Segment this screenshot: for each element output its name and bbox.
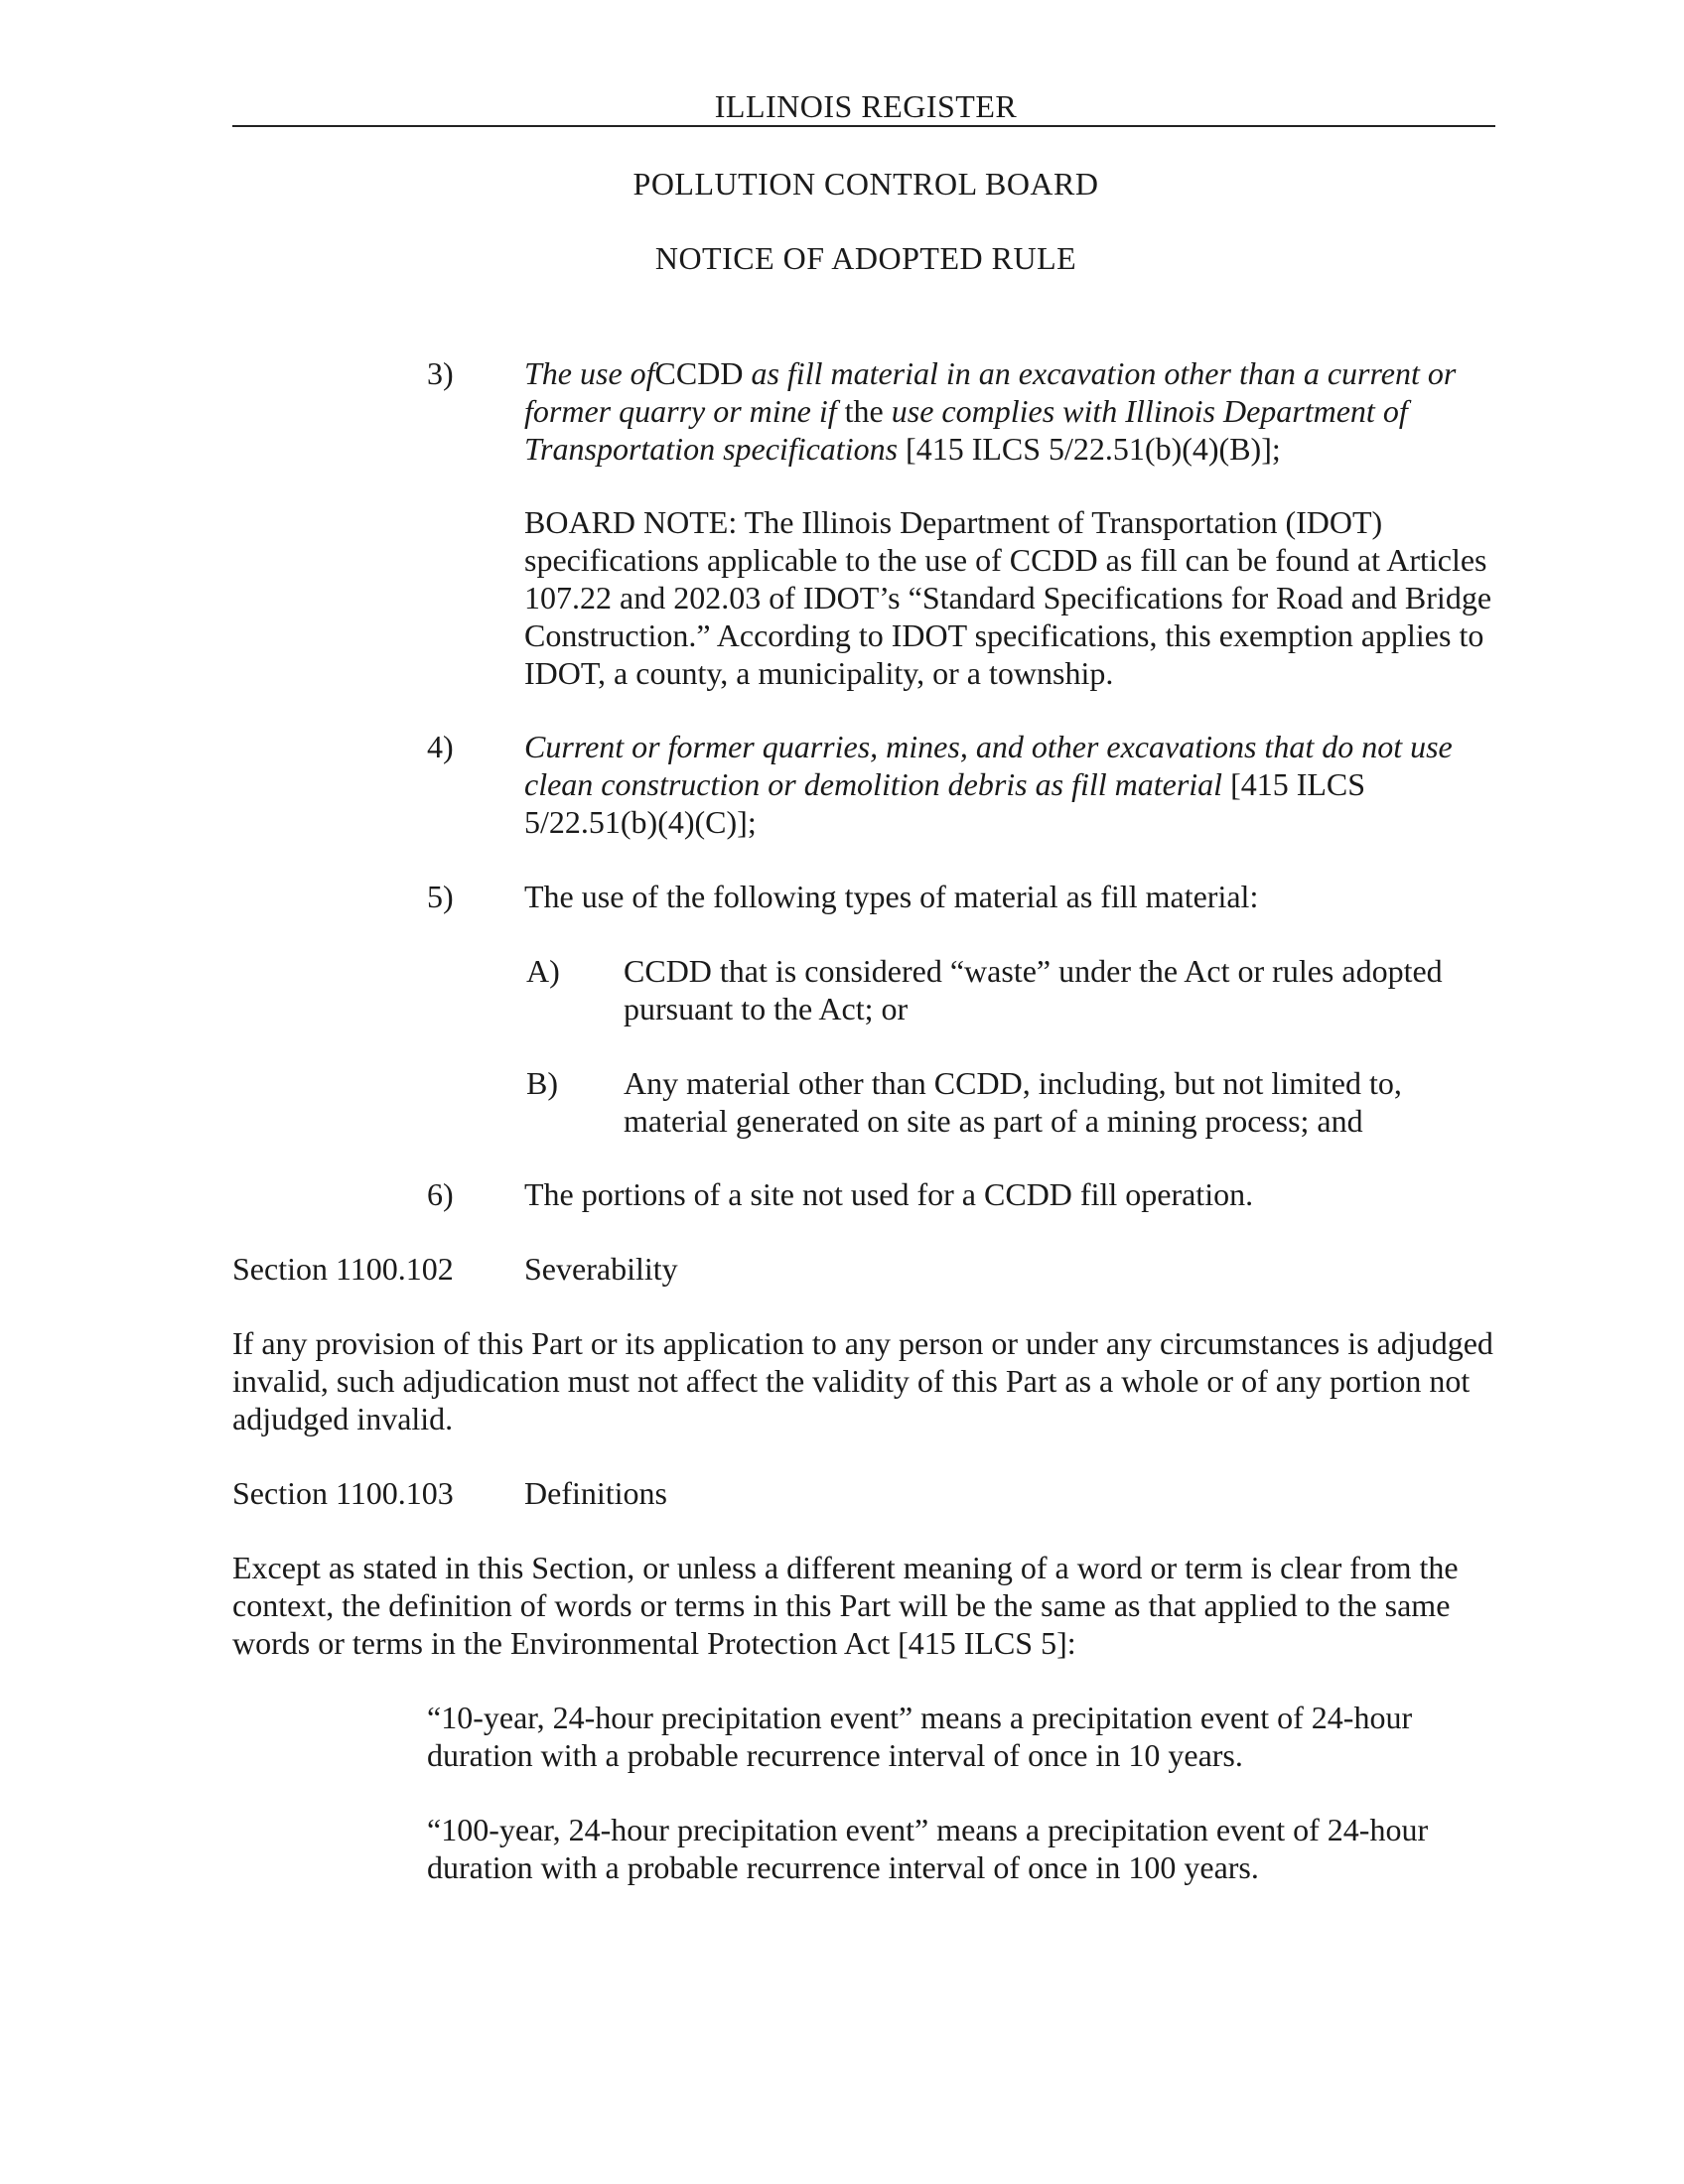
agency-name: POLLUTION CONTROL BOARD <box>632 166 1099 202</box>
item-5a-letter: A) <box>526 953 560 989</box>
definition-10-year: “10-year, 24-hour precipitation event” means a precipitation event of 24-hour duration with a probable recurrence interval of once in 10 years. <box>427 1700 1413 1773</box>
item-4-italic: Current or former quarries, mines, and other excavations that do not use clean construction or demolition debris as fill material <box>524 729 1453 802</box>
section-102-title: Severability <box>524 1251 678 1287</box>
item-4-number: 4) <box>427 729 454 764</box>
item-3-plain-a: CCDD <box>654 355 752 391</box>
item-3-text <box>524 354 1497 468</box>
item-3-citation: [415 ILCS 5/22.51(b)(4)(B)]; <box>898 431 1281 467</box>
item-5b-letter: B) <box>526 1065 558 1101</box>
item-5-number: 5) <box>427 879 454 914</box>
section-102-number: Section 1100.102 <box>232 1251 454 1287</box>
item-6-text: The portions of a site not used for a CCDD fill operation. <box>524 1176 1254 1212</box>
item-3-number: 3) <box>427 355 454 391</box>
register-title: ILLINOIS REGISTER <box>714 88 1018 124</box>
section-103-title: Definitions <box>524 1475 667 1511</box>
item-3-plain-b: the <box>836 393 892 429</box>
section-103-body: Except as stated in this Section, or unless a different meaning of a word or term is clear from the context, the definition of words or terms in this Part will be the same as that applied to the same words or terms in the Environmental Protection Act [415 ILCS 5]: <box>232 1550 1459 1661</box>
section-103-number: Section 1100.103 <box>232 1475 454 1511</box>
item-3-italic-c: use complies with Illinois Department of Transportation specifications <box>524 393 1408 467</box>
item-5b-text: Any material other than CCDD, including, but not limited to, material generated on site as part of a mining process; and <box>624 1065 1402 1139</box>
item-4-text <box>524 728 1468 841</box>
item-5-text: The use of the following types of material as fill material: <box>524 879 1259 914</box>
board-note: BOARD NOTE: The Illinois Department of Transportation (IDOT) specifications applicable to the use of CCDD as fill can be found at Articles 107.22 and 202.03 of IDOT’s “Standard Specifications for Road and Bridge Construction.” According to IDOT specifications, this exemption applies to IDOT, a county, a municipality, or a township. <box>524 504 1492 691</box>
item-5a-text: CCDD that is considered “waste” under the Act or rules adopted pursuant to the Act; or <box>624 953 1443 1026</box>
item-3-italic-a: The use of <box>524 355 655 391</box>
item-6-number: 6) <box>427 1176 454 1212</box>
item-4-citation: [415 ILCS 5/22.51(b)(4)(C)]; <box>524 766 1366 840</box>
definition-100-year: “100-year, 24-hour precipitation event” means a precipitation event of 24-hour duration with a probable recurrence interval of once in 100 years. <box>427 1812 1429 1885</box>
section-102-body: If any provision of this Part or its application to any person or under any circumstances is adjudged invalid, such adjudication must not affect the validity of this Part as a whole or of any portion not adjudged invalid. <box>232 1325 1493 1436</box>
header-rule <box>232 125 1495 127</box>
notice-title: NOTICE OF ADOPTED RULE <box>654 240 1077 276</box>
item-3-italic-b: as fill material in an excavation other than a current or former quarry or mine if <box>524 355 1457 429</box>
